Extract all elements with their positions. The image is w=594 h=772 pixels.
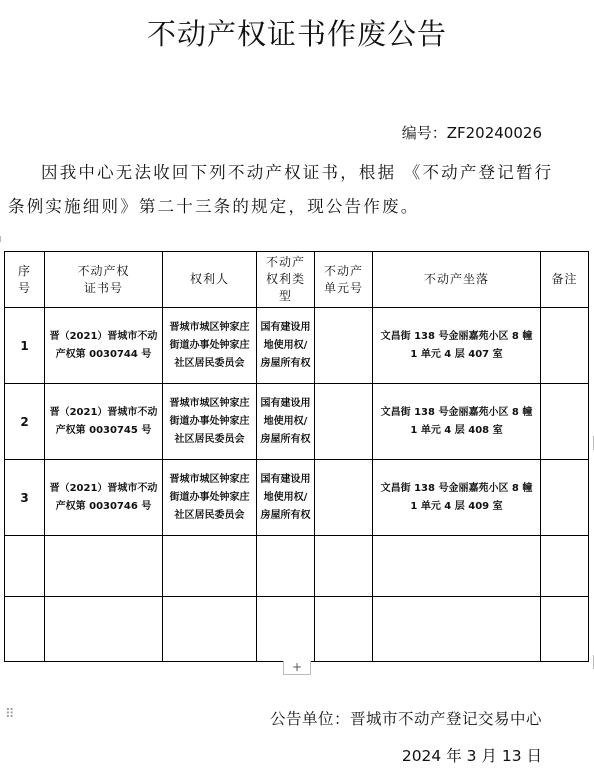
cell-seq [5, 536, 45, 597]
header-unit-no: 不动产单元号 [315, 252, 373, 308]
cell-note [541, 384, 589, 460]
drag-handle-icon[interactable]: ⠿ [5, 707, 13, 722]
row-resize-handle[interactable] [587, 655, 594, 669]
cell-note [541, 460, 589, 536]
notice-paragraph: 因我中心无法收回下列不动产权证书，根据 《不动产登记暂行条例实施细则》第二十三条的规定，现公告作废。 [8, 163, 554, 216]
cell-cert-no [45, 536, 163, 597]
cell-cert-no [45, 597, 163, 662]
issue-date: 2024 年 3 月 13 日 [401, 747, 542, 765]
cell-cert-no: 晋（2021）晋城市不动产权第 0030745 号 [45, 384, 163, 460]
header-location: 不动产坐落 [373, 252, 541, 308]
row-resize-handle[interactable] [587, 436, 594, 450]
cell-unit-no [315, 308, 373, 384]
cell-right-type: 国有建设用地使用权/房屋所有权 [257, 384, 315, 460]
cell-right-type: 国有建设用地使用权/房屋所有权 [257, 460, 315, 536]
header-cert-no: 不动产权证书号 [45, 252, 163, 308]
cell-cert-no: 晋（2021）晋城市不动产权第 0030744 号 [45, 308, 163, 384]
certificate-table [4, 251, 589, 662]
cell-seq [5, 597, 45, 662]
cell-cert-no: 晋（2021）晋城市不动产权第 0030746 号 [45, 460, 163, 536]
table-row [5, 460, 589, 536]
table-header-row [5, 252, 589, 308]
cell-location: 文昌街 138 号金丽嘉苑小区 8 幢 1 单元 4 层 408 室 [373, 384, 541, 460]
add-row-button[interactable]: + [283, 661, 311, 675]
header-seq: 序号 [5, 252, 45, 308]
header-holder: 权利人 [163, 252, 257, 308]
cell-location [373, 597, 541, 662]
cell-holder [163, 597, 257, 662]
cell-seq: 1 [5, 308, 45, 384]
cell-location: 文昌街 138 号金丽嘉苑小区 8 幢 1 单元 4 层 409 室 [373, 460, 541, 536]
table-row [5, 597, 589, 662]
cell-right-type [257, 536, 315, 597]
cell-seq: 3 [5, 460, 45, 536]
cell-holder: 晋城市城区钟家庄街道办事处钟家庄社区居民委员会 [163, 460, 257, 536]
cell-right-type [257, 597, 315, 662]
header-right-type: 不动产权利类型 [257, 252, 315, 308]
cell-holder [163, 536, 257, 597]
table-row [5, 384, 589, 460]
cell-location: 文昌街 138 号金丽嘉苑小区 8 幢 1 单元 4 层 407 室 [373, 308, 541, 384]
table-row [5, 308, 589, 384]
cell-holder: 晋城市城区钟家庄街道办事处钟家庄社区居民委员会 [163, 384, 257, 460]
cell-unit-no [315, 384, 373, 460]
cell-seq: 2 [5, 384, 45, 460]
cell-unit-no [315, 460, 373, 536]
issuer-line: 公告单位：晋城市不动产登记交易中心 [269, 710, 542, 728]
cell-note [541, 308, 589, 384]
header-note: 备注 [541, 252, 589, 308]
cell-note [541, 536, 589, 597]
cell-right-type: 国有建设用地使用权/房屋所有权 [257, 308, 315, 384]
table-row [5, 536, 589, 597]
cell-location [373, 536, 541, 597]
page-title: 不动产权证书作废公告 [146, 17, 447, 51]
cell-holder: 晋城市城区钟家庄街道办事处钟家庄社区居民委员会 [163, 308, 257, 384]
cell-unit-no [315, 536, 373, 597]
cell-note [541, 597, 589, 662]
document-number: 编号：ZF20240026 [401, 124, 542, 142]
table-select-handle[interactable] [0, 236, 5, 242]
cell-unit-no [315, 597, 373, 662]
